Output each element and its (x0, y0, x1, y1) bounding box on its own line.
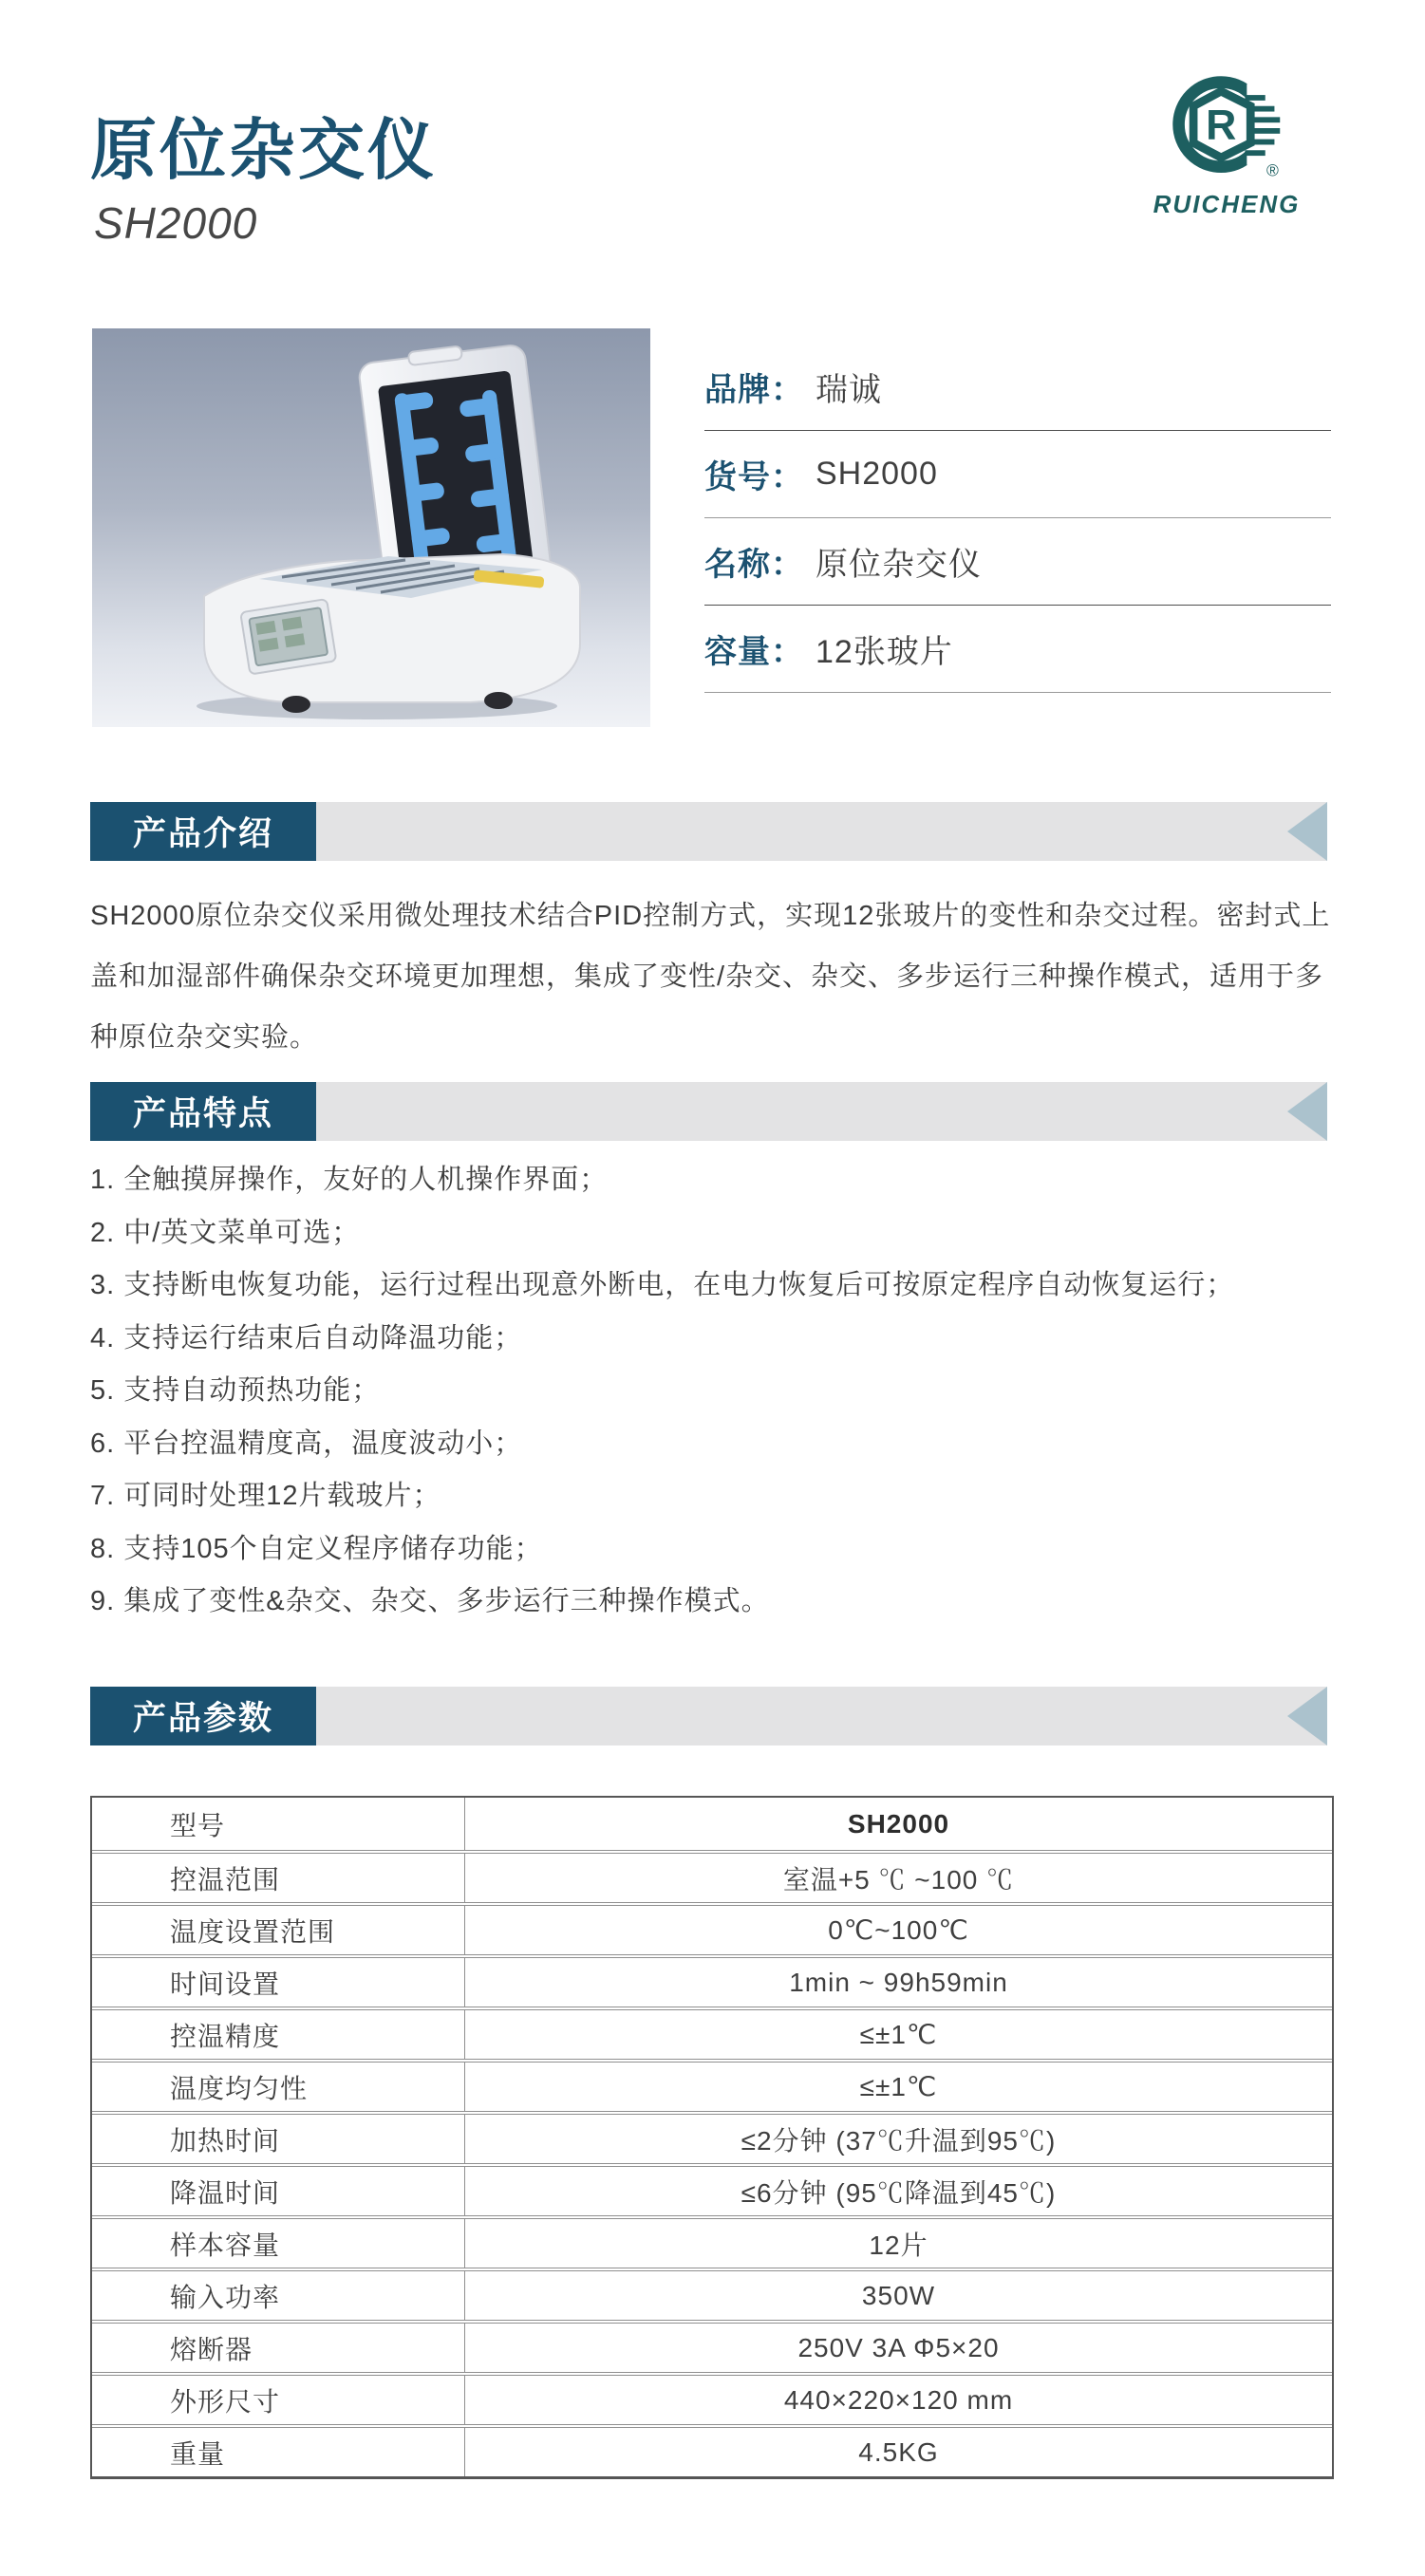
spec-value: 350W (861, 2280, 936, 2310)
spec-row (92, 2424, 1332, 2476)
spec-value: ≤2分钟 (37℃升温到95℃) (741, 2125, 1057, 2156)
spec-row (92, 2163, 1332, 2215)
control-screen (240, 599, 336, 675)
spec-row (92, 2111, 1332, 2163)
feature-item: 9. 集成了变性&杂交、杂交、多步运行三种操作模式。 (90, 1586, 770, 1616)
spec-label: 外形尺寸 (92, 2376, 465, 2424)
section-title: 产品介绍 (90, 802, 316, 861)
spec-label: 样本容量 (92, 2219, 465, 2268)
section-title: 产品特点 (90, 1082, 316, 1141)
feature-item: 2. 中/英文菜单可选； (90, 1217, 361, 1248)
spec-label: 重量 (92, 2428, 465, 2476)
section-header-features (90, 1082, 1327, 1141)
spec-value: ≤6分钟 (95℃降温到45℃) (741, 2177, 1057, 2208)
chevron-left-icon (1287, 1687, 1327, 1745)
brand-logo (1123, 70, 1330, 219)
logo-r: R (1206, 102, 1237, 149)
specs-table (90, 1796, 1334, 2479)
info-label: 品牌： (704, 372, 804, 408)
spec-label: 输入功率 (92, 2271, 465, 2320)
info-label: 货号： (704, 459, 804, 495)
spec-value: 室温+5 ℃ ~100 ℃ (782, 1864, 1015, 1895)
spec-label: 温度设置范围 (92, 1906, 465, 1954)
info-value: 瑞诚 (816, 372, 882, 408)
feature-item: 6. 平台控温精度高，温度波动小； (90, 1428, 523, 1459)
spec-label: 温度均匀性 (92, 2063, 465, 2111)
product-info (704, 344, 1331, 693)
spec-row (92, 1954, 1332, 2007)
feature-item: 8. 支持105个自定义程序储存功能； (90, 1533, 543, 1564)
spec-value: 250V 3A Φ5×20 (797, 2332, 1000, 2362)
spec-row (92, 2268, 1332, 2320)
spec-value: 4.5KG (858, 2436, 939, 2467)
registered-mark: ® (1266, 160, 1279, 180)
spec-label: 熔断器 (92, 2324, 465, 2372)
chevron-left-icon (1287, 1082, 1327, 1141)
section-header-params (90, 1687, 1327, 1745)
info-value: 原位杂交仪 (816, 547, 982, 583)
section-header-intro (90, 802, 1327, 861)
feature-item: 7. 可同时处理12片载玻片； (90, 1481, 441, 1511)
info-value: SH2000 (816, 456, 938, 492)
spec-value: 1min ~ 99h59min (789, 1967, 1008, 1997)
spec-value: 0℃~100℃ (828, 1915, 969, 1945)
spec-row (92, 1850, 1332, 1902)
instrument-base (204, 554, 580, 713)
logo-mark (1166, 70, 1287, 186)
feature-item: 4. 支持运行结束后自动降温功能； (90, 1322, 523, 1353)
spec-label: 加热时间 (92, 2115, 465, 2163)
spec-label: 控温范围 (92, 1854, 465, 1902)
spec-row (92, 2215, 1332, 2268)
section-bar (316, 1687, 1327, 1745)
spec-value: ≤±1℃ (859, 2072, 938, 2101)
spec-row (92, 1798, 1332, 1850)
spec-label: 时间设置 (92, 1958, 465, 2007)
spec-value: 12片 (869, 2230, 928, 2260)
page-title: 原位杂交仪 (90, 113, 437, 187)
spec-value: 440×220×120 mm (783, 2384, 1014, 2415)
info-row-capacity (704, 606, 1331, 693)
model-subtitle: SH2000 (94, 198, 258, 248)
section-bar (316, 1082, 1327, 1141)
spec-row (92, 2372, 1332, 2424)
features-list (90, 1154, 1336, 1629)
intro-paragraph: SH2000原位杂交仪采用微处理技术结合PID控制方式，实现12张玻片的变性和杂交过程。密封式上盖和加湿部件确保杂交环境更加理想，集成了变性/杂交、杂交、多步运行三种操作模式，适用于多种原位杂交实验。 (90, 901, 1331, 1053)
feature-item: 5. 支持自动预热功能； (90, 1375, 381, 1406)
section-bar (316, 802, 1327, 861)
spec-label: 降温时间 (92, 2167, 465, 2215)
spec-value: SH2000 (847, 1808, 950, 1839)
chevron-left-icon (1287, 802, 1327, 861)
spec-row (92, 1902, 1332, 1954)
info-row-sku (704, 431, 1331, 518)
feature-item: 3. 支持断电恢复功能，运行过程出现意外断电，在电力恢复后可按原定程序自动恢复运行； (90, 1270, 1235, 1300)
spec-row (92, 2320, 1332, 2372)
brand-name: RUICHENG (1153, 190, 1301, 218)
product-photo (92, 328, 650, 727)
info-row-name (704, 518, 1331, 606)
feature-item: 1. 全触摸屏操作，友好的人机操作界面； (90, 1165, 609, 1195)
info-label: 容量： (704, 634, 804, 670)
info-label: 名称： (704, 547, 804, 583)
spec-label: 型号 (92, 1798, 465, 1850)
spec-row (92, 2059, 1332, 2111)
spec-value: ≤±1℃ (859, 2020, 938, 2049)
info-value: 12张玻片 (816, 634, 953, 670)
spec-row (92, 2007, 1332, 2059)
spec-label: 控温精度 (92, 2010, 465, 2059)
section-title: 产品参数 (90, 1687, 316, 1745)
info-row-brand (704, 344, 1331, 431)
